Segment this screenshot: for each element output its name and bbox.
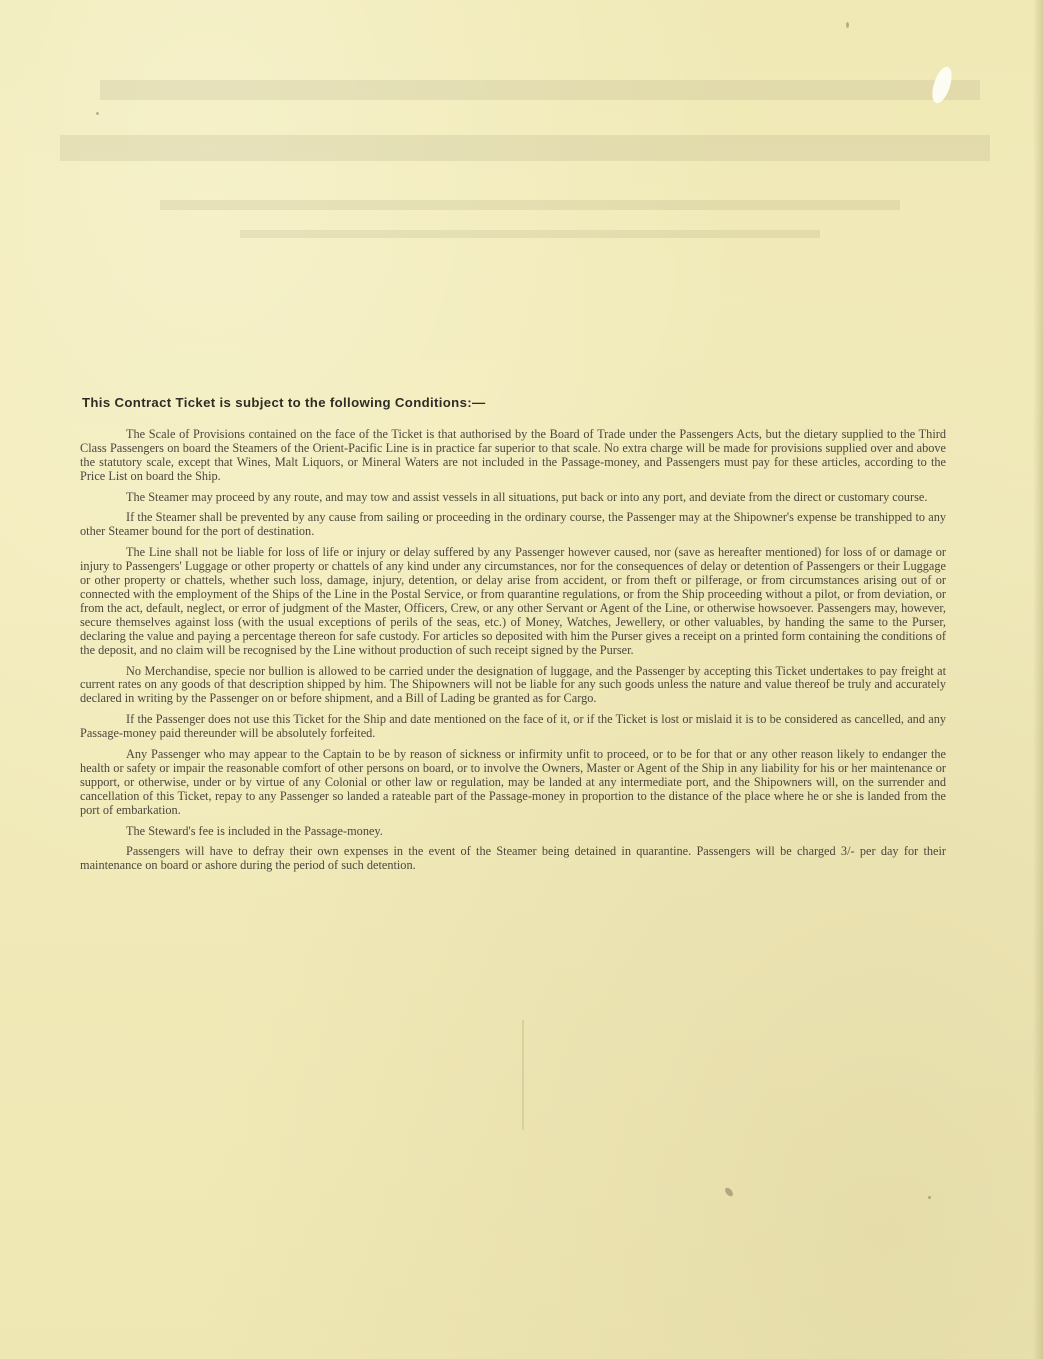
clause-provisions: The Scale of Provisions contained on the face of the Ticket is that authorised by the Board of Trade under the Passengers Acts, but the dietary supplied to the Third Class Passengers on board the Steamers of the Orient-Pacific Line is in practice far superior to that scale. No extra charge will be made for provisions supplied over and above the statutory scale, except that Wines, Malt Liquors, or Mineral Waters are not included in the Passage-money, and Passengers must pay for these articles, according to the Price List on board the Ship. (80, 426, 946, 483)
clause-unfit-passenger: Any Passenger who may appear to the Captain to be by reason of sickness or infirmity unfit to proceed, or to be for that or any other reason likely to endanger the health or safety or impair the reasonable comfort of other persons on board, or to involve the Owners, Master or Agent of the Ship in any liability for his or her maintenance or support, or otherwise, under or by virtue of any Colonial or other law or regulation, may be landed at any intermediate port, and the Shipowners will, on the surrender and cancellation of this Ticket, repay to any Passenger so landed a rateable part of the Passage-money in proportion to the distance of the place where he or she is landed from the port of embarkation. (80, 747, 946, 817)
clause-transhipment: If the Steamer shall be prevented by any cause from sailing or proceeding in the ordinary course, the Passenger may at the Shipowner's expense be transhipped to any other Steamer bound for the port of destination. (80, 510, 946, 539)
clause-unused-ticket: If the Passenger does not use this Ticket for the Ship and date mentioned on the face of it, or if the Ticket is lost or mislaid it is to be considered as cancelled, and any Passage-money paid thereunder will be absolutely forfeited. (80, 712, 946, 741)
contract-conditions (80, 396, 946, 880)
ink-speck (846, 22, 849, 28)
paper-fold-mark (522, 1020, 524, 1130)
ink-speck (723, 1186, 734, 1198)
paper-edge-shadow (1033, 0, 1043, 1359)
show-through-ghost-print (40, 40, 1020, 260)
clause-quarantine: Passengers will have to defray their own expenses in the event of the Steamer being detained in quarantine. Passengers will be charged 3/- per day for their maintenance on board or ashore during the period of such detention. (80, 844, 946, 873)
clause-merchandise: No Merchandise, specie nor bullion is allowed to be carried under the designation of luggage, and the Passenger by accepting this Ticket undertakes to pay freight at current rates on any goods of that description shipped by him. The Shipowners will not be liable for any such goods unless the nature and value thereof be truly and accurately declared in writing by the Passenger on or before shipment, and a Bill of Lading be granted as for Cargo. (80, 663, 946, 706)
ink-speck (96, 112, 99, 115)
clause-steward-fee: The Steward's fee is included in the Passage-money. (126, 823, 383, 838)
ink-speck (928, 1196, 931, 1199)
clause-route: The Steamer may proceed by any route, and may tow and assist vessels in all situations, put back or into any port, and deviate from the direct or customary course. (126, 489, 928, 504)
clause-liability: The Line shall not be liable for loss of life or injury or delay suffered by any Passenger however caused, nor (save as hereafter mentioned) for loss of or damage or injury to Passengers' Luggage or other property or chattels of any kind under any circumstances, nor for the consequences of delay or detention of Passengers or their Luggage or other property or chattels, whether such loss, damage, injury, detention, or delay arise from accident, or from theft or pilferage, or from circumstances arising out of or connected with the employment of the Ships of the Line in the Postal Service, or from quarantine regulations, or from the Ship proceeding without a pilot, or from deviation, or from the act, default, neglect, or error of judgment of the Master, Officers, Crew, or any other Servant or Agent of the Line, or otherwise howsoever. Passengers may, however, secure themselves against loss (with the usual exceptions of perils of the seas, etc.) of Money, Watches, Jewellery, or other valuables, by handing the same to the Purser, declaring the value and paying a percentage thereon for safe custody. For articles so deposited with him the Purser gives a receipt on a printed form containing the conditions of the deposit, and no claim will be recognised by the Line without production of such receipt signed by the Purser. (80, 545, 946, 657)
conditions-heading: This Contract Ticket is subject to the following Conditions:— (82, 395, 486, 410)
